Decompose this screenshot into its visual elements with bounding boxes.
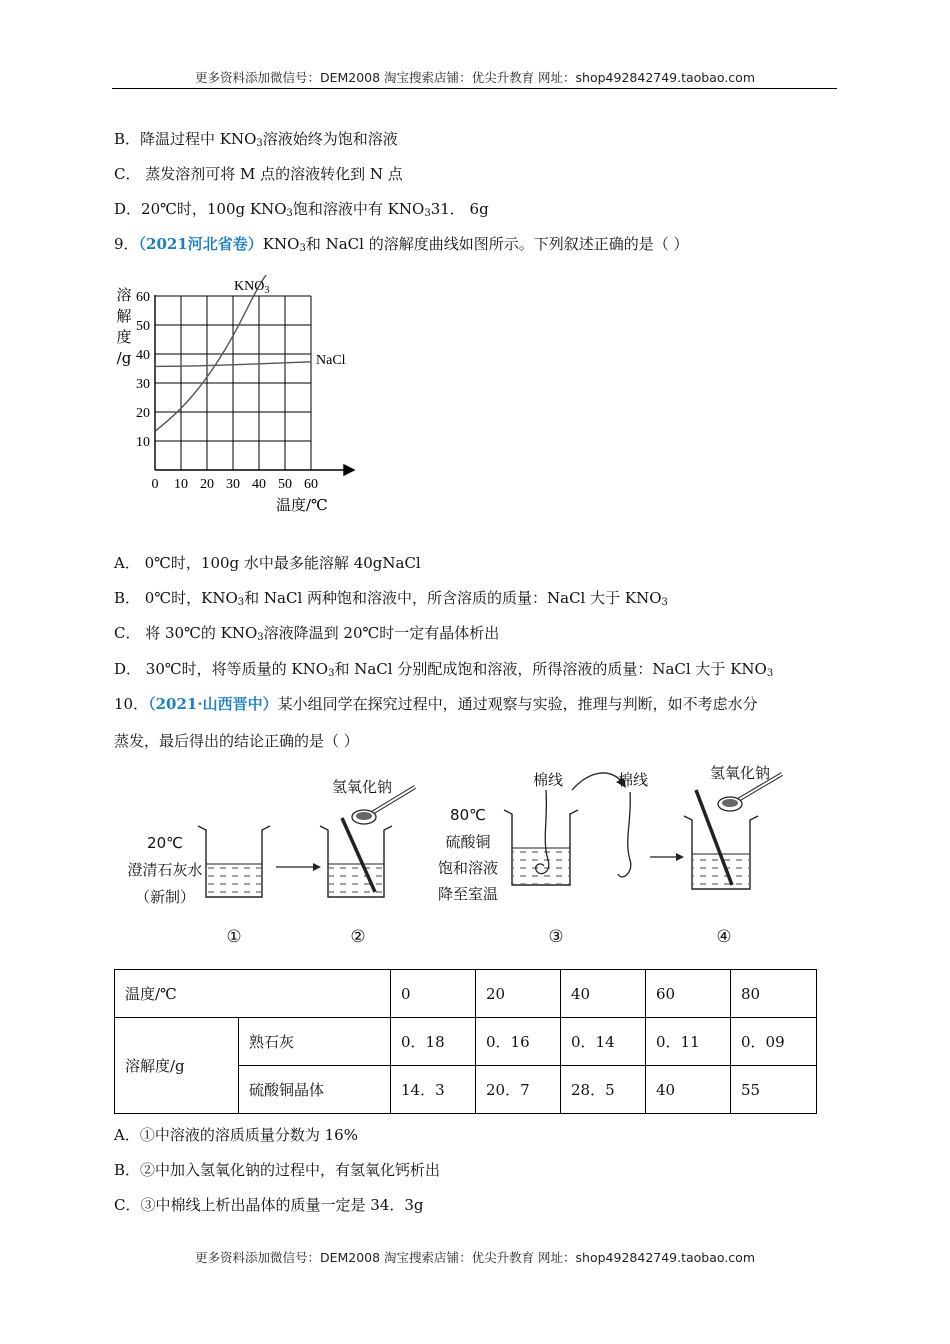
table-cell: 40 [646,1066,731,1114]
q8-d-sub2: 3 [424,208,431,219]
x-axis-label: 温度/℃ [276,496,328,514]
y-axis-label-char: /g [116,349,132,367]
x-tick-label: 60 [304,477,318,492]
q9-d-pre: D． 30℃时，将等质量的 KNO [114,660,329,678]
curved-arrow [572,773,622,790]
q9-pre: KNO [262,235,300,253]
q9-c-pre: C． 将 30℃的 KNO [114,624,258,642]
x-axis-arrow [344,465,354,475]
y-tick-label: 30 [136,377,150,392]
table-cell: 0．11 [646,1018,731,1066]
step1-solution: 澄清石灰水 [127,861,203,879]
step3-solution: 硫酸铜 [445,833,491,851]
q8-d-pre: D．20℃时，100g KNO [114,200,287,218]
experiment-diagram [110,760,810,950]
page-footer: 更多资料添加微信号：DEM2008 淘宝搜索店铺：优尖升教育 网址：shop492842749.taobao.com [194,1250,756,1265]
q9-post: 和 NaCl 的溶解度曲线如图所示。下列叙述正确的是（ ） [305,235,689,253]
temp-header: 温度/℃ [115,970,391,1018]
q9-c-sub: 3 [257,632,264,643]
x-tick-label: 40 [252,477,266,492]
temp-cell: 60 [646,970,731,1018]
arrow-3-4 [650,853,684,861]
y-axis-label-char: 溶 [116,286,132,304]
q9-option-a: A． 0℃时，100g 水中最多能溶解 40gNaCl [114,554,421,572]
q10-num: 10． [114,695,149,713]
q8-option-d [114,198,489,219]
header-divider [112,88,837,89]
thread-label-3: 棉线 [532,771,564,789]
marker-3: ③ [548,927,564,947]
q9-c-post: 溶液降温到 20℃时一定有晶体析出 [263,624,500,642]
naoh-label-2: 氢氧化钠 [331,778,393,796]
q8-d-sub: 3 [286,208,293,219]
q8-b-post: 溶液始终为饱和溶液 [262,130,398,148]
q10-line1: 某小组同学在探究过程中，通过观察与实验，推理与判断，如不考虑水分 [277,695,758,713]
table-cell: 14．3 [391,1066,476,1114]
temp-cell: 0 [391,970,476,1018]
q9-option-d [114,658,773,679]
table-cell: 20．7 [476,1066,561,1114]
series-label-kno3 [234,279,269,296]
q8-d-post: 31． 6g [430,200,489,218]
temp-cell: 40 [561,970,646,1018]
series-name-kno3: KNO [234,279,265,294]
row-name: 硫酸铜晶体 [239,1066,391,1114]
q10-stem-line2: 蒸发，最后得出的结论正确的是（ ） [114,732,359,750]
q9-option-b [114,587,668,608]
q9-b-mid: 和 NaCl 两种饱和溶液中，所含溶质的质量：NaCl 大于 KNO [244,589,662,607]
x-tick-label: 50 [278,477,292,492]
q9-b-sub2: 3 [661,597,668,608]
step3-state: 饱和溶液 [437,859,499,877]
marker-1: ① [226,927,242,947]
x-tick-label: 20 [200,477,214,492]
series-line-kno3 [155,270,272,431]
q9-d-mid: 和 NaCl 分别配成饱和溶液，所得溶液的质量：NaCl 大于 KNO [334,660,767,678]
y-tick-label: 20 [136,406,150,421]
q10-source: （2021·山西晋中） [148,695,278,713]
solubility-label: 溶解度/g [115,1018,239,1114]
page-header: 更多资料添加微信号：DEM2008 淘宝搜索店铺：优尖升教育 网址：shop492842749.taobao.com [194,70,756,85]
solubility-table [114,969,817,1114]
thread-removed [618,792,631,877]
q9-sub: 3 [299,243,306,254]
row-name: 熟石灰 [239,1018,391,1066]
q10-option-a: A．①中溶液的溶质质量分数为 16% [114,1126,358,1144]
y-tick-label: 10 [136,435,150,450]
table-cell: 0．09 [731,1018,817,1066]
table-cell: 55 [731,1066,817,1114]
step3-action: 降至室温 [437,885,499,903]
beaker-1 [198,826,270,897]
naoh-label-4: 氢氧化钠 [709,764,771,782]
x-tick-label: 0 [151,477,159,492]
marker-4: ④ [716,927,732,947]
q8-b-sub: 3 [256,138,263,149]
chart-axes [155,295,354,475]
table-row [115,1018,817,1066]
table-cell: 28．5 [561,1066,646,1114]
q9-num: 9． [114,235,139,253]
step1-note: （新制） [134,888,196,906]
q8-b-pre: B．降温过程中 KNO [114,130,257,148]
solubility-chart [108,270,368,520]
q9-option-c [114,622,499,643]
y-tick-label: 60 [136,290,150,305]
x-tick-label: 10 [174,477,188,492]
table-cell: 0．16 [476,1018,561,1066]
y-axis-label-char: 度 [116,328,132,346]
q9-source: （2021河北省卷） [138,235,263,253]
q10-option-b: B．②中加入氢氧化钠的过程中，有氢氧化钙析出 [114,1161,441,1179]
table-cell: 0．18 [391,1018,476,1066]
q8-option-c: C． 蒸发溶剂可将 M 点的溶液转化到 N 点 [114,165,403,183]
q10-option-c: C．③中棉线上析出晶体的质量一定是 34．3g [114,1196,424,1214]
y-tick-label: 50 [136,319,150,334]
q9-b-sub: 3 [237,597,245,608]
q8-option-b [114,128,398,149]
step1-temp: 20℃ [147,834,183,852]
arrow-1-2 [276,863,321,871]
q10-stem-line1 [114,693,758,714]
series-name-kno3-sub: 3 [264,285,270,296]
chart-grid [155,296,311,470]
table-header-row [115,970,817,1018]
marker-2: ② [350,927,366,947]
y-tick-label: 40 [136,348,150,363]
q9-d-sub: 3 [328,668,335,679]
x-tick-label: 30 [226,477,240,492]
table-cell: 0．14 [561,1018,646,1066]
q9-stem [114,233,688,254]
q9-b-pre: B． 0℃时，KNO [114,589,238,607]
temp-cell: 80 [731,970,817,1018]
temp-cell: 20 [476,970,561,1018]
beaker-2 [320,826,392,897]
y-axis-label-char: 解 [116,307,132,325]
q8-d-mid: 饱和溶液中有 KNO [292,200,425,218]
series-label-nacl: NaCl [316,353,346,368]
thread-label-removed: 棉线 [617,771,649,789]
step3-temp: 80℃ [450,806,486,824]
q9-d-sub2: 3 [766,668,774,679]
